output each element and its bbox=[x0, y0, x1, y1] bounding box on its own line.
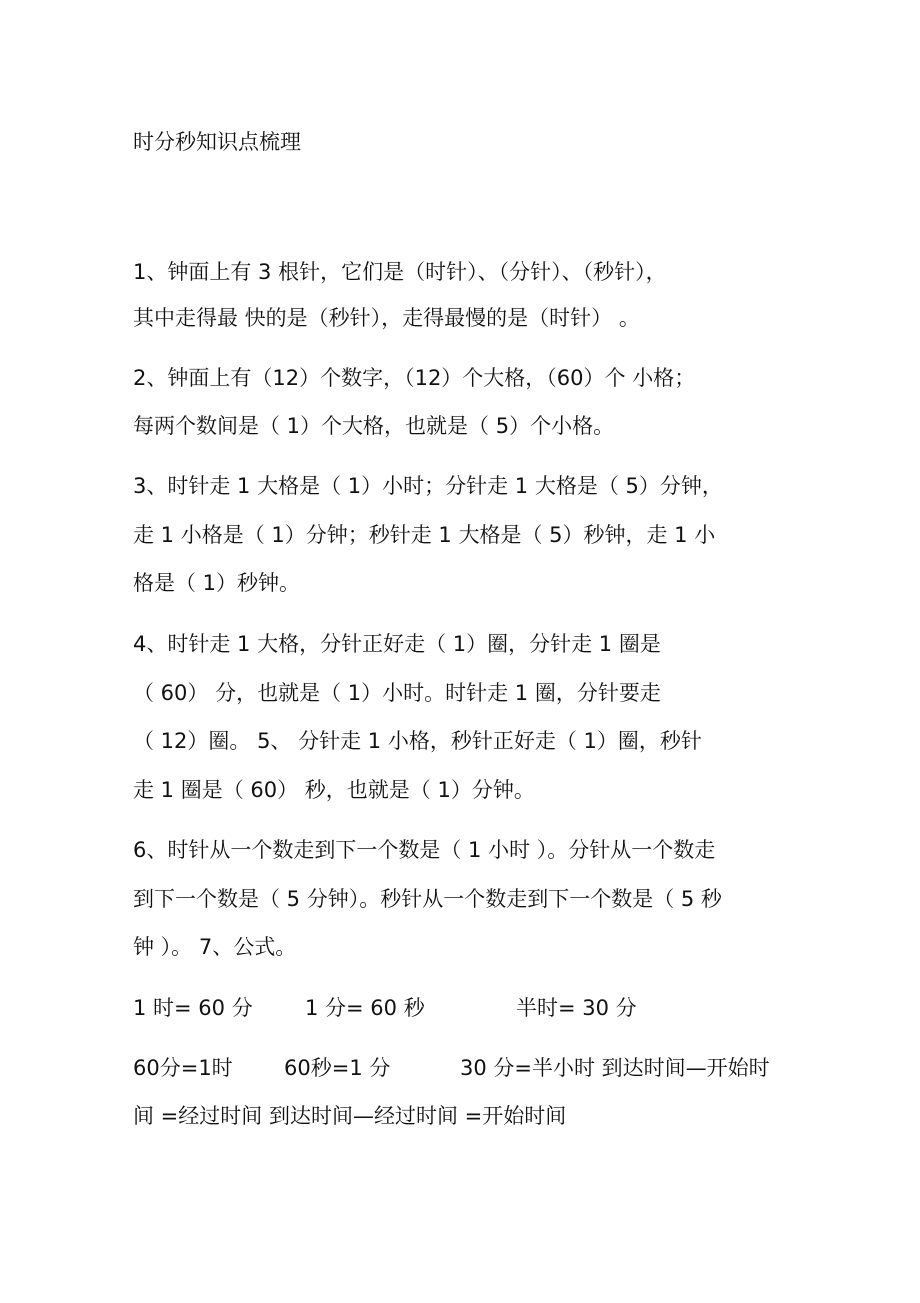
paragraph-6-line-2: 到下一个数是（ 5 分钟）。秒针从一个数走到下一个数是（ 5 秒 bbox=[133, 887, 722, 911]
paragraph-4-line-2: （ 60） 分，也就是（ 1）小时。时针走 1 圈，分针要走 bbox=[133, 681, 661, 705]
formula-half-hour: 半时= 30 分 bbox=[516, 996, 637, 1020]
formula-elapsed-and-start: 间 =经过时间 到达时间—经过时间 =开始时间 bbox=[133, 1104, 567, 1128]
formula-minute-second: 1 分= 60 秒 bbox=[305, 996, 425, 1020]
formula-seconds-to-minute: 60秒=1 分 bbox=[284, 1056, 391, 1080]
paragraph-3-line-1: 3、时针走 1 大格是（ 1）小时；分针走 1 大格是（ 5）分钟， bbox=[133, 474, 723, 498]
paragraph-4-line-4: 走 1 圈是（ 60） 秒，也就是（ 1）分钟。 bbox=[133, 778, 535, 802]
formula-hour-minute: 1 时= 60 分 bbox=[133, 996, 253, 1020]
formula-minutes-to-hour: 60分=1时 bbox=[133, 1056, 233, 1080]
paragraph-4-line-3: （ 12）圈。 5、 分针走 1 小格，秒针正好走（ 1）圈，秒针 bbox=[133, 729, 702, 753]
paragraph-3-line-2: 走 1 小格是（ 1）分钟；秒针走 1 大格是（ 5）秒钟，走 1 小 bbox=[133, 523, 716, 547]
paragraph-2-line-2: 每两个数间是（ 1）个大格，也就是（ 5）个小格。 bbox=[133, 414, 615, 438]
paragraph-1-line-2: 其中走得最 快的是（秒针），走得最慢的是（时针） 。 bbox=[133, 306, 640, 330]
paragraph-6-line-1: 6、时针从一个数走到下一个数是（ 1 小时 ）。分针从一个数走 bbox=[133, 838, 716, 862]
formula-half-hour-and-elapsed: 30 分=半小时 到达时间—开始时 bbox=[460, 1056, 770, 1080]
document-title: 时分秒知识点梳理 bbox=[133, 130, 301, 154]
paragraph-1-line-1: 1、钟面上有 3 根针，它们是（时针）、（分针）、（秒针）， bbox=[133, 260, 667, 284]
paragraph-4-line-1: 4、时针走 1 大格，分针正好走（ 1）圈，分针走 1 圈是 bbox=[133, 632, 661, 656]
paragraph-2-line-1: 2、钟面上有（12）个数字，（12）个大格，（60）个 小格； bbox=[133, 366, 696, 390]
paragraph-3-line-3: 格是（ 1）秒钟。 bbox=[133, 571, 301, 595]
paragraph-6-line-3: 钟 ）。 7、公式。 bbox=[133, 935, 297, 959]
